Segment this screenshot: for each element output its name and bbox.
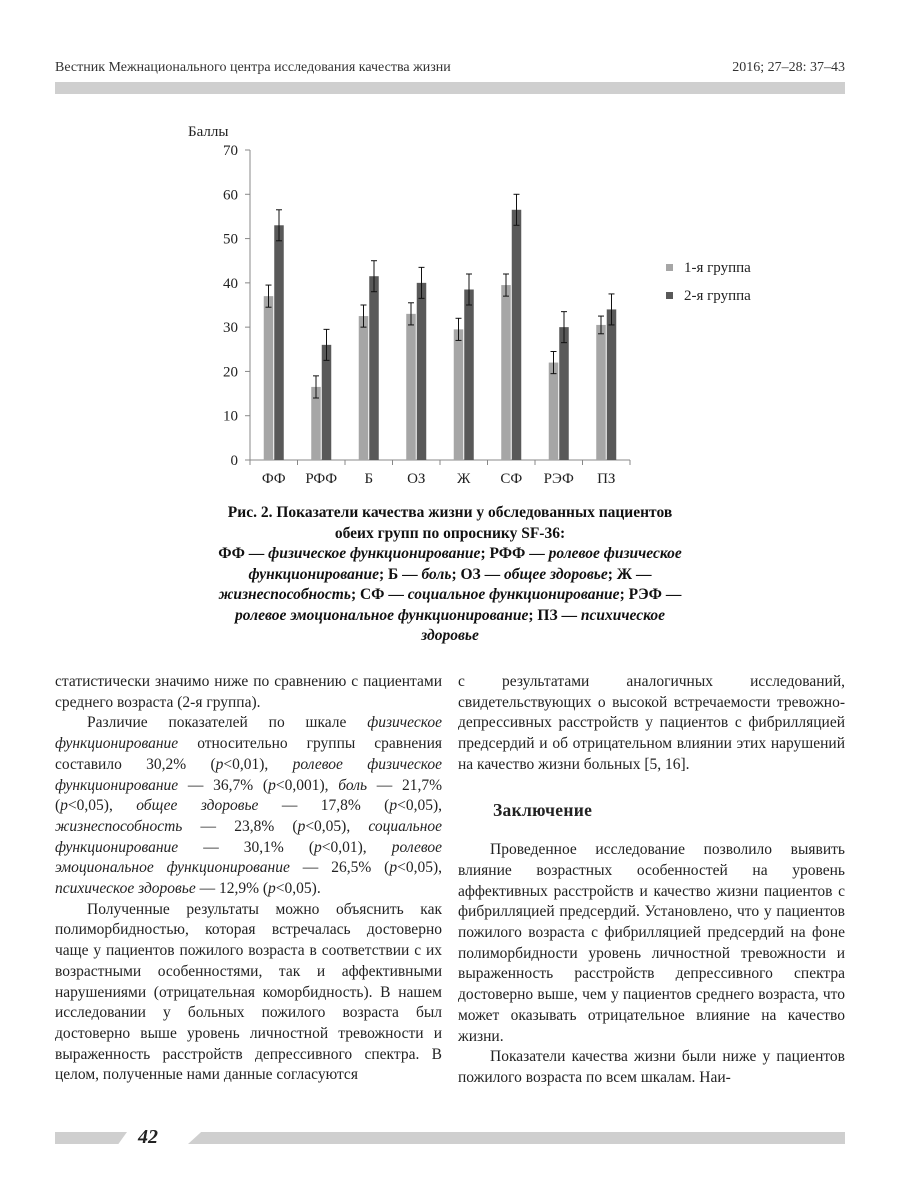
section-heading: Заключение: [493, 799, 593, 820]
caption-abbr: Ж —: [616, 565, 652, 583]
italic-term: физическое функционирование: [55, 714, 442, 753]
text-run: <0,05),: [397, 797, 442, 815]
paragraph: Показатели качества жизни были ниже у пациентов пожилого возраста по всем шкалам. Наи-: [458, 1048, 845, 1086]
paragraph: Проведенное исследование позволило выявить влияние возрастных особенностей на уровень аффективных расстройств и качество жизни пациентов с фибрилляцией предсердий. Установлено, что у пациентов пожилого возраста с фибрилляцией предсердий на фоне полиморбидности уровень личностной тревожности и выраженность расстройств депрессивного спектра достоверно выше, чем у пациентов среднего возраста, что может оказывать отрицательное влияние на качество жизни.: [458, 841, 845, 1045]
y-tick-label: 60: [223, 187, 238, 204]
caption-abbr: ОЗ —: [460, 565, 504, 583]
text-run: <0,05),: [397, 859, 442, 877]
x-tick-label: ПЗ: [597, 471, 616, 487]
bar-2: [274, 225, 284, 460]
y-tick-label: 70: [223, 143, 238, 159]
left-column: [55, 672, 442, 1086]
bar-2: [369, 276, 379, 460]
x-tick-label: РФФ: [305, 471, 338, 487]
italic-term: p: [389, 797, 398, 815]
legend-swatch: [666, 292, 673, 299]
journal-title: Вестник Межнационального центра исследования качества жизни: [55, 60, 451, 75]
bar-2: [607, 309, 617, 460]
x-tick-label: РЭФ: [543, 471, 574, 487]
legend-label: 2-я группа: [684, 288, 751, 304]
bar-1: [549, 363, 559, 460]
caption-separator: ;: [378, 565, 389, 583]
y-tick-label: 20: [223, 364, 238, 381]
text-run: Различие показателей по шкале: [87, 714, 368, 732]
legend-swatch: [666, 264, 673, 271]
italic-term: p: [268, 776, 276, 794]
y-axis-label: Баллы: [188, 124, 229, 140]
paragraph-differences: [55, 713, 442, 899]
text-run: — 21,7% (: [55, 776, 443, 815]
text-run: <0,01),: [321, 838, 392, 856]
italic-term: общее здоровье: [136, 797, 259, 815]
text-run: <0,05),: [67, 797, 137, 815]
x-tick-label: ФФ: [261, 471, 286, 487]
caption-abbr: ФФ —: [218, 545, 269, 562]
text-run: — 30,1% (: [178, 838, 315, 856]
italic-term: p: [297, 817, 306, 835]
x-tick-label: Ж: [457, 471, 471, 487]
italic-term: p: [268, 880, 276, 898]
caption-separator: ;: [607, 565, 617, 583]
bar-1: [454, 329, 464, 460]
italic-term: ролевое физическое функционирование: [55, 755, 442, 794]
text-run: — 36,7% (: [178, 776, 269, 794]
italic-term: социальное функционирование: [55, 817, 443, 856]
text-run: — 12,9% (: [195, 880, 269, 898]
caption-separator: ;: [451, 565, 461, 583]
italic-term: жизнеспособность: [55, 817, 183, 835]
italic-term: p: [389, 859, 398, 877]
bar-2: [322, 345, 332, 460]
italic-term: боль: [338, 776, 368, 794]
text-run: — 26,5% (: [289, 859, 390, 877]
caption-definition: ролевое физическое функционирование: [248, 545, 682, 583]
bar-1: [596, 325, 606, 460]
text-run: относительно группы сравнения составило 30,2% (: [55, 735, 442, 773]
bar-2: [464, 290, 474, 461]
bar-2: [512, 210, 522, 460]
right-column: [458, 672, 845, 1089]
caption-separator: ;: [619, 586, 629, 603]
bar-chart: [0, 0, 900, 500]
bar-1: [406, 314, 416, 460]
x-tick-label: Б: [364, 471, 374, 487]
footer-rule-left: [55, 1132, 127, 1144]
bar-2: [559, 327, 569, 460]
italic-term: p: [60, 797, 68, 815]
x-tick-label: СФ: [500, 471, 523, 487]
caption-definition: жизнеспособность: [218, 586, 351, 603]
paragraph: статистически значимо ниже по сравнению с пациентами среднего возраста (2-я группа).: [55, 673, 442, 711]
caption-title: Рис. 2. Показатели качества жизни у обследованных пациентов обеих групп по опроснику SF-36:: [227, 504, 673, 542]
caption-abbr: Б —: [388, 565, 422, 583]
text-run: <0,05).: [275, 880, 321, 898]
y-tick-label: 50: [223, 231, 238, 248]
caption-separator: ;: [350, 586, 360, 603]
caption-legend: [218, 545, 681, 644]
caption-definition: психическое здоровье: [421, 606, 665, 644]
text-run: <0,001),: [275, 776, 339, 794]
text-run: — 23,8% (: [182, 817, 298, 835]
caption-abbr: РФФ —: [489, 545, 549, 562]
italic-term: ролевое эмоциональное функционирование: [55, 838, 443, 877]
text-run: <0,05),: [305, 817, 369, 835]
footer-rule-right: [188, 1132, 845, 1144]
y-tick-label: 40: [223, 275, 238, 292]
italic-term: психическое здоровье: [55, 880, 196, 898]
caption-abbr: ПЗ —: [537, 606, 581, 624]
caption-abbr: СФ —: [359, 586, 408, 603]
caption-separator: ;: [528, 606, 538, 624]
text-run: <0,01),: [223, 755, 293, 773]
text-run: — 17,8% (: [258, 797, 390, 815]
caption-definition: физическое функционирование: [268, 545, 481, 562]
caption-definition: общее здоровье: [504, 565, 608, 583]
caption-separator: ;: [480, 545, 490, 562]
page-number: 42: [138, 1126, 158, 1148]
caption-definition: социальное функционирование: [407, 586, 620, 603]
paragraph: Полученные результаты можно объяснить как полиморбидностью, которая встречалась достоверно чаще у пациентов пожилого возраста в соответствии с их возрастными особенностями, так и аффективными нарушениями (отрицательная коморбидность). В нашем исследовании у больных пожилого возраста был достоверно выше уровень личностной тревожности и выраженность расстройств депрессивного спектра. В целом, полученные нами данные согласуются: [55, 900, 442, 1084]
x-tick-label: ОЗ: [407, 471, 426, 487]
italic-term: p: [215, 755, 224, 773]
bar-1: [501, 285, 511, 460]
figure-caption: [210, 503, 690, 647]
bar-1: [264, 296, 274, 460]
italic-term: p: [314, 838, 322, 856]
y-tick-label: 30: [223, 320, 238, 337]
y-tick-label: 0: [230, 453, 238, 469]
issue-info: 2016; 27–28: 37–43: [732, 60, 845, 75]
y-tick-label: 10: [223, 408, 238, 425]
bar-1: [359, 316, 369, 460]
paragraph: с результатами аналогичных исследований, свидетельствующих о высокой встречаемости тревожно-депрессивных расстройств у пациентов с фибрилляцией предсердий и об отрицательном влиянии этих нарушений на качество жизни больных [5, 16].: [458, 673, 845, 773]
bar-2: [417, 283, 427, 460]
caption-definition: ролевое эмоциональное функционирование: [235, 606, 529, 624]
caption-abbr: РЭФ —: [628, 586, 682, 603]
caption-definition: боль: [421, 565, 452, 583]
legend-label: 1-я группа: [684, 260, 751, 276]
